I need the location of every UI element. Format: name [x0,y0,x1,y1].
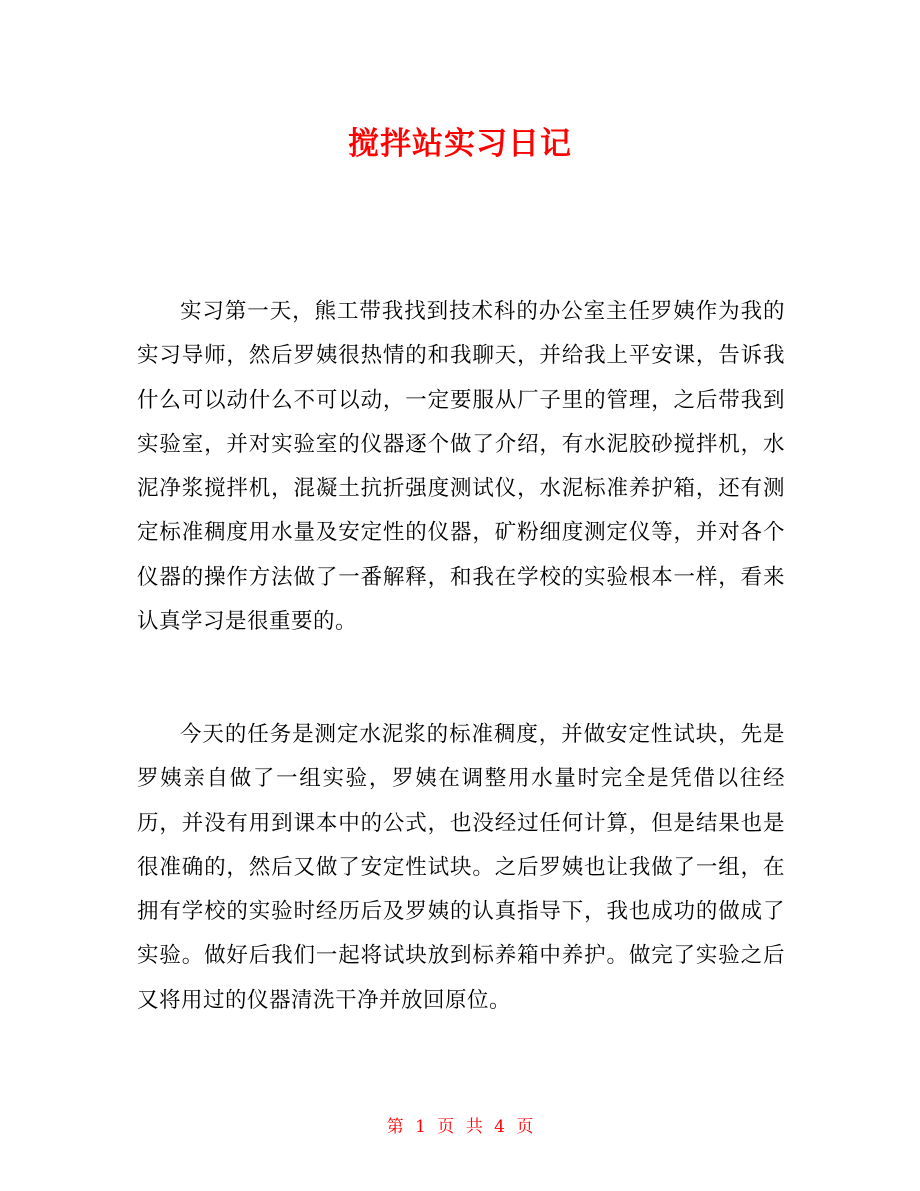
body-paragraph-1: 实习第一天，熊工带我找到技术科的办公室主任罗姨作为我的实习导师，然后罗姨很热情的和我聊天，并给我上平安课，告诉我什么可以动什么不可以动，一定要服从厂子里的管理，之后带我到实验室，并对实验室的仪器逐个做了介绍，有水泥胶砂搅拌机，水泥净浆搅拌机，混凝土抗折强度测试仪，水泥标准养护箱，还有测定标准稠度用水量及安定性的仪器，矿粉细度测定仪等，并对各个仪器的操作方法做了一番解释，和我在学校的实验根本一样，看来认真学习是很重要的。 [137,299,785,635]
page-footer: 第 1 页 共 4 页 [386,1117,534,1137]
body-paragraph-2: 今天的任务是测定水泥浆的标准稠度，并做安定性试块，先是罗姨亲自做了一组实验，罗姨在调整用水量时完全是凭借以往经历，并没有用到课本中的公式，也没经过任何计算，但是结果也是很准确的，然后又做了安定性试块。之后罗姨也让我做了一组，在拥有学校的实验时经历后及罗姨的认真指导下，我也成功的做成了实验。做好后我们一起将试块放到标养箱中养护。做完了实验之后又将用过的仪器清洗干净并放回原位。 [137,722,785,1013]
page-title: 搅拌站实习日记 [348,126,572,162]
